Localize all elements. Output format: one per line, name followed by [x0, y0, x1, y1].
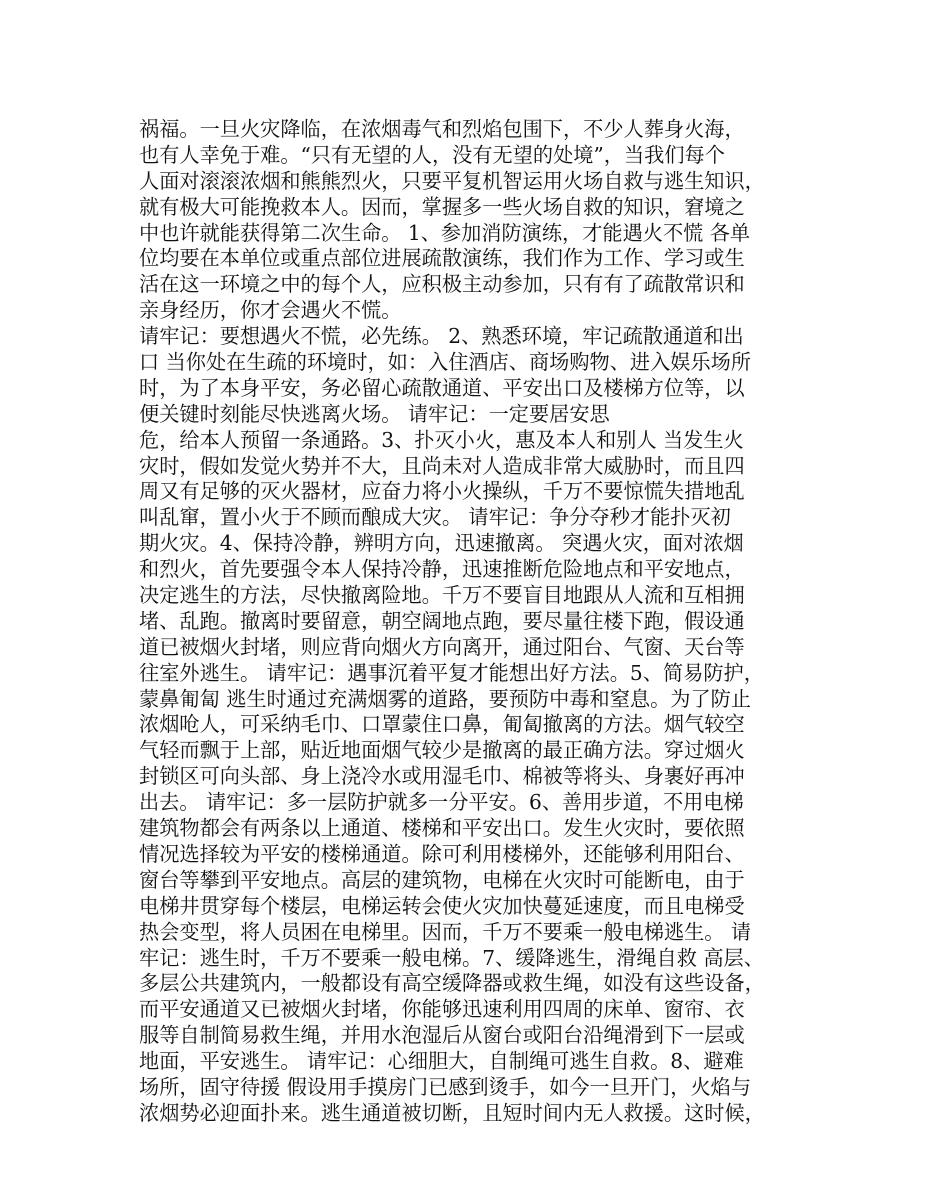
- text-line: 中也许就能获得第二次生命。 1、参加消防演练，才能遇火不慌 各单: [139, 220, 751, 245]
- text-line: 往室外逃生。 请牢记：遇事沉着平复才能想出好方法。5、简易防护，: [139, 660, 764, 685]
- text-line: 也有人幸免于难。“只有无望的人，没有无望的处境”，当我们每个: [139, 142, 725, 167]
- text-line: 人面对滚滚浓烟和熊熊烈火，只要平复机智运用火场自救与逃生知识，: [139, 168, 765, 193]
- body-text: [139, 117, 829, 1127]
- text-line: 堵、乱跑。撤离时要留意，朝空阔地点跑，要尽量往楼下跑，假设通: [139, 608, 745, 633]
- text-line: 窗台等攀到平安地点。高层的建筑物，电梯在火灾时可能断电，由于: [139, 867, 745, 892]
- text-line: 周又有足够的灭火器材，应奋力将小火操纵，千万不要惊慌失措地乱: [139, 479, 745, 504]
- text-line: 便关键时刻能尽快逃离火场。 请牢记：一定要居安思: [139, 401, 610, 426]
- text-line: 蒙鼻匍匐 逃生时通过充满烟雾的道路，要预防中毒和窒息。为了防止: [139, 686, 752, 711]
- text-line: 位均要在本单位或重点部位进展疏散演练，我们作为工作、学习或生: [139, 246, 745, 271]
- text-line: 浓烟呛人，可采纳毛巾、口罩蒙住口鼻，匍匐撤离的方法。烟气较空: [139, 712, 745, 737]
- text-line: 活在这一环境之中的每个人，应积极主动参加，只有有了疏散常识和: [139, 272, 745, 297]
- text-line: 叫乱窜，置小火于不顾而酿成大灾。 请牢记：争分夺秒才能扑灭初: [139, 505, 731, 530]
- text-line: 地面，平安逃生。 请牢记：心细胆大，自制绳可逃生自救。8、避难: [139, 1049, 744, 1074]
- text-line: 亲身经历，你才会遇火不慌。: [139, 298, 402, 323]
- text-line: 灾时，假如发觉火势并不大，且尚未对人造成非常大威胁时，而且四: [139, 453, 745, 478]
- text-line: 时，为了本身平安，务必留心疏散通道、平安出口及楼梯方位等，以: [139, 375, 745, 400]
- text-line: 期火灾。4、保持冷静，辨明方向，迅速撤离。 突遇火灾，面对浓烟: [139, 531, 744, 556]
- text-line: 牢记：逃生时，千万不要乘一般电梯。7、缓降逃生，滑绳自救 高层、: [139, 945, 764, 970]
- text-line: 和烈火，首先要强令本人保持冷静，迅速推断危险地点和平安地点，: [139, 557, 745, 582]
- text-line: 多层公共建筑内，一般都设有高空缓降器或救生绳，如没有这些设备，: [139, 971, 765, 996]
- text-line: 请牢记：要想遇火不慌，必先练。 2、熟悉环境，牢记疏散通道和出: [139, 324, 744, 349]
- text-line: 浓烟势必迎面扑来。逃生通道被切断，且短时间内无人救援。这时候，: [139, 1100, 765, 1125]
- text-line: 危，给本人预留一条通路。3、扑灭小火，惠及本人和别人 当发生火: [139, 427, 744, 452]
- text-line: 热会变型，将人员困在电梯里。因而，千万不要乘一般电梯逃生。 请: [139, 919, 752, 944]
- text-line: 道已被烟火封堵，则应背向烟火方向离开，通过阳台、气窗、天台等: [139, 634, 745, 659]
- text-line: 情况选择较为平安的楼梯通道。除可利用楼梯外，还能够利用阳台、: [139, 841, 745, 866]
- text-line: 出去。 请牢记：多一层防护就多一分平安。6、善用步道，不用电梯: [139, 790, 744, 815]
- text-line: 而平安通道又已被烟火封堵，你能够迅速利用四周的床单、窗帘、衣: [139, 997, 745, 1022]
- text-line: 祸福。一旦火灾降临，在浓烟毒气和烈焰包围下，不少人葬身火海，: [139, 117, 745, 141]
- text-line: 服等自制简易救生绳，并用水泡湿后从窗台或阳台沿绳滑到下一层或: [139, 1023, 745, 1048]
- text-line: 口 当你处在生疏的环境时，如：入住酒店、商场购物、进入娱乐场所: [139, 350, 752, 375]
- text-line: 就有极大可能挽救本人。因而，掌握多一些火场自救的知识，窘境之: [139, 194, 745, 219]
- text-line: 电梯井贯穿每个楼层，电梯运转会使火灾加快蔓延速度，而且电梯受: [139, 893, 745, 918]
- text-line: 场所，固守待援 假设用手摸房门已感到烫手，如今一旦开门，火焰与: [139, 1074, 752, 1099]
- text-line: 建筑物都会有两条以上通道、楼梯和平安出口。发生火灾时，要依照: [139, 816, 745, 841]
- text-line: 气轻而飘于上部，贴近地面烟气较少是撤离的最正确方法。穿过烟火: [139, 738, 745, 763]
- text-line: 决定逃生的方法，尽快撤离险地。千万不要盲目地跟从人流和互相拥: [139, 583, 745, 608]
- text-line: 封锁区可向头部、身上浇冷水或用湿毛巾、棉被等将头、身裹好再冲: [139, 764, 745, 789]
